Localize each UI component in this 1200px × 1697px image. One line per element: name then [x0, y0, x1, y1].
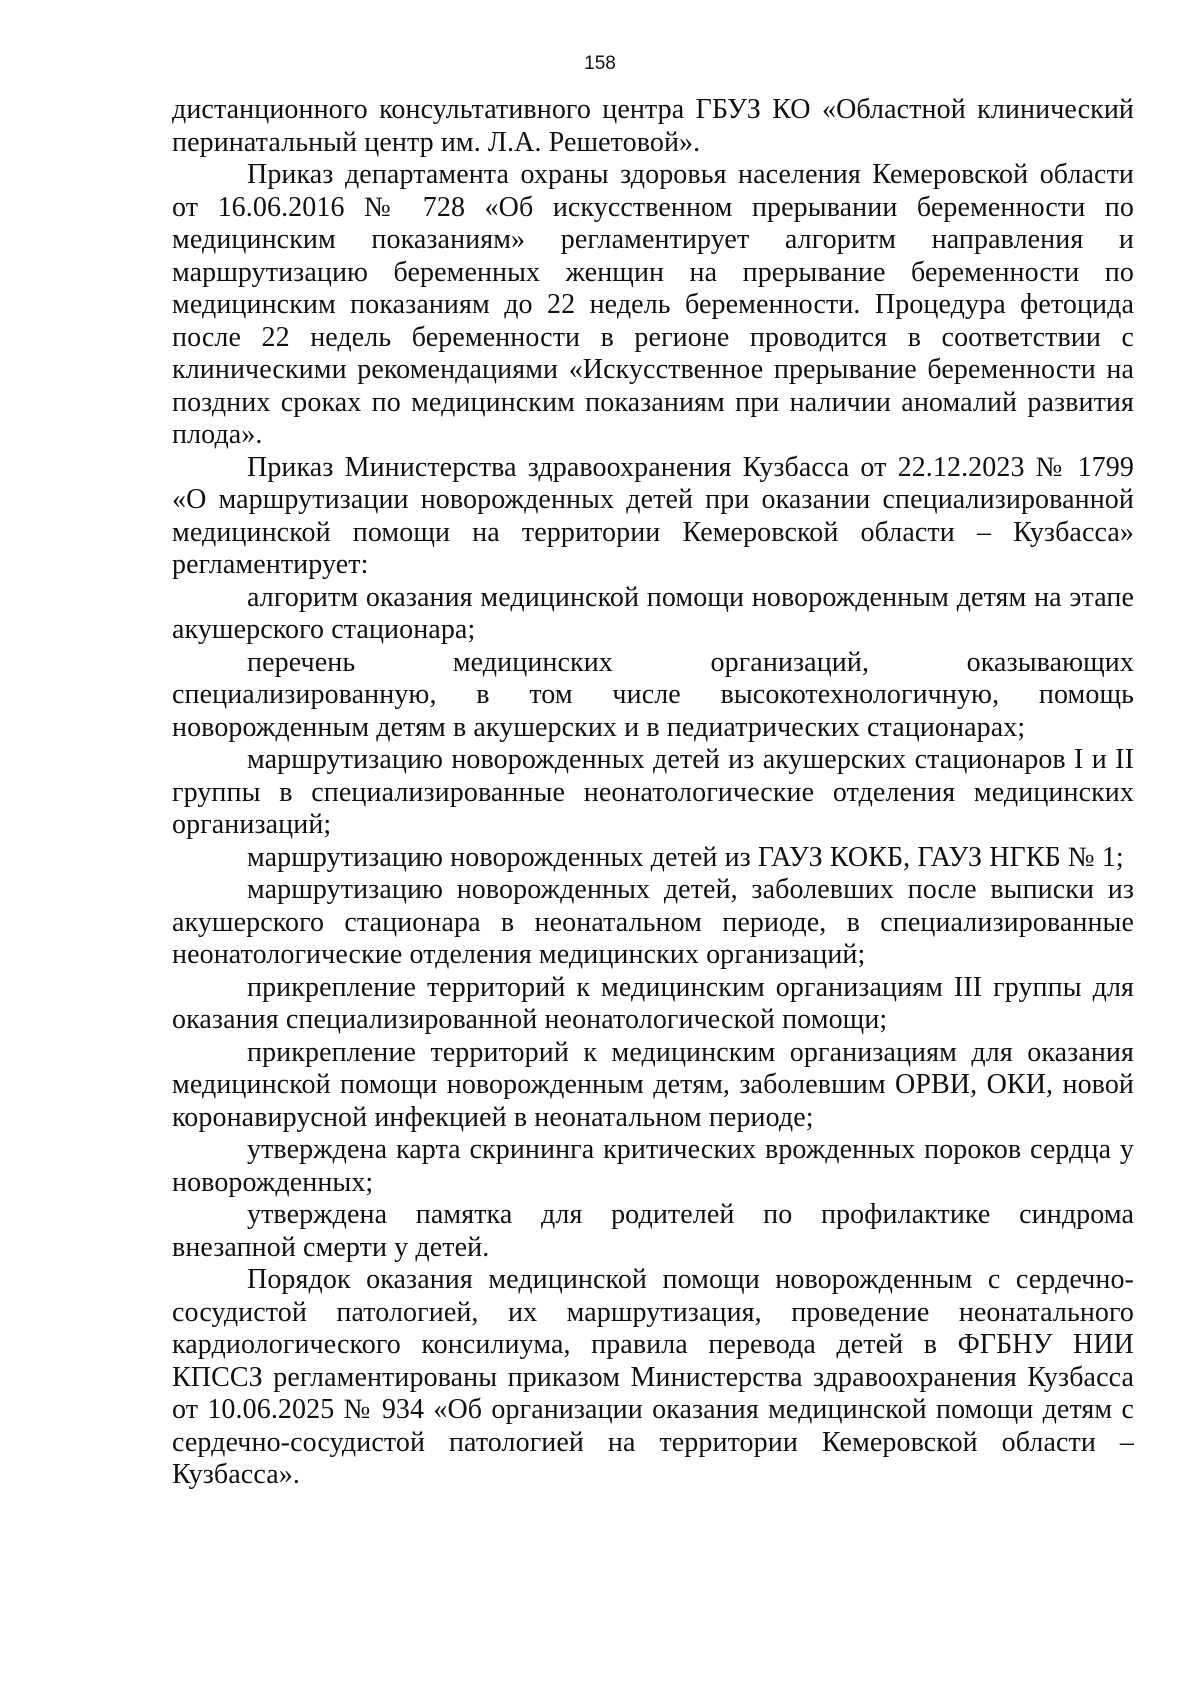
- list-item-routing-after-discharge: маршрутизацию новорожденных детей, заболевших после выписки из акушерского стационара в неонатальном периоде, в специализированные неонатологические отделения медицинских организаций;: [172, 874, 1134, 970]
- paragraph-order-934: Порядок оказания медицинской помощи новорожденным с сердечно-сосудистой патологией, их маршрутизация, проведение неонатального кардиологического консилиума, правила перевода детей в ФГБНУ НИИ КПССЗ регламентированы приказом Министерства здравоохранения Кузбасса от 10.06.2025 № 934 «Об организации оказания медицинской помощи детям с сердечно-сосудистой патологией на территории Кемеровской области – Кузбасса».: [172, 1264, 1134, 1490]
- list-item-territories-group-3: прикрепление территорий к медицинским организациям III группы для оказания специализированной неонатологической помощи;: [172, 971, 1134, 1035]
- list-item-parents-memo: утверждена памятка для родителей по профилактике синдрома внезапной смерти у детей.: [172, 1199, 1134, 1263]
- page-number: 158: [584, 53, 616, 74]
- list-item-organizations-list: перечень медицинских организаций, оказывающих специализированную, в том числе высокотехнологичную, помощь новорожденным детям в акушерских и в педиатрических стационарах;: [172, 646, 1134, 743]
- paragraph-order-1799: Приказ Министерства здравоохранения Кузбасса от 22.12.2023 № 1799 «О маршрутизации новорожденных детей при оказании специализированной медицинской помощи на территории Кемеровской области – Кузбасса» регламентирует:: [172, 451, 1134, 580]
- document-body: [172, 94, 1134, 1492]
- paragraph-order-728: Приказ департамента охраны здоровья населения Кемеровской области от 16.06.2016 № 728 «Об искусственном прерывании беременности по медицинским показаниям» регламентирует алгоритм направления и маршрутизацию беременных женщин на прерывание беременности по медицинским показаниям до 22 недель беременности. Процедура фетоцида после 22 недель беременности в регионе проводится в соответствии с клиническими рекомендациями «Искусственное прерывание беременности на поздних сроках по медицинским показаниям при наличии аномалий развития плода».: [172, 159, 1134, 450]
- list-item-routing-group-1-2: маршрутизацию новорожденных детей из акушерских стационаров I и II группы в специализированные неонатологические отделения медицинских организаций;: [172, 744, 1134, 840]
- paragraph-continuation: дистанционного консультативного центра ГБУЗ КО «Областной клинический перинатальный центр им. Л.А. Решетовой».: [172, 94, 1134, 158]
- list-item-routing-kokb-ngkb: маршрутизацию новорожденных детей из ГАУЗ КОКБ, ГАУЗ НГКБ № 1;: [247, 841, 1124, 873]
- list-item-screening-card: утверждена карта скрининга критических врожденных пороков сердца у новорожденных;: [172, 1134, 1134, 1198]
- list-item-territories-infections: прикрепление территорий к медицинским организациям для оказания медицинской помощи новорожденным детям, заболевшим ОРВИ, ОКИ, новой коронавирусной инфекцией в неонатальном периоде;: [172, 1036, 1134, 1133]
- list-item-obstetric-algorithm: алгоритм оказания медицинской помощи новорожденным детям на этапе акушерского стационара;: [172, 581, 1134, 645]
